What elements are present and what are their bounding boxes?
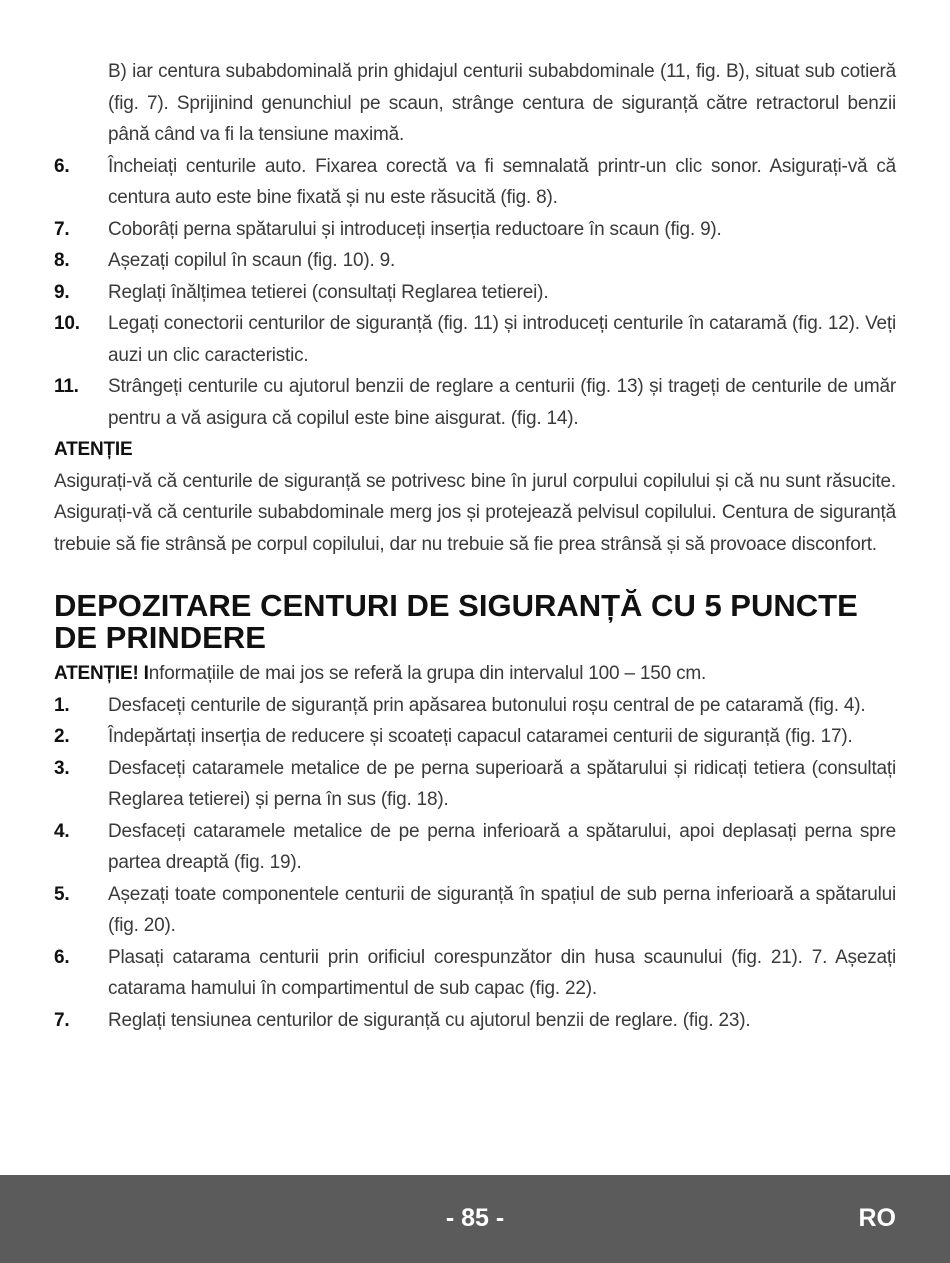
step-number: 7. [54, 218, 70, 240]
step-number: 11. [54, 376, 79, 397]
list-item [54, 245, 896, 277]
list-item [54, 214, 896, 246]
step-number: 9. [54, 281, 70, 303]
step-number: 2. [54, 726, 70, 747]
step-text: Desfaceți cataramele metalice de pe perna inferioară a spătarului, apoi deplasați perna spre partea dreaptă (fig. 19). [108, 820, 896, 873]
step-text: Așezați toate componentele centurii de siguranță în spațiul de sub perna inferioară a spătarului (fig. 20). [108, 883, 896, 936]
step-text: Plasați catarama centurii prin orificiul corespunzător din husa scaunului (fig. 21). 7. Așezați catarama hamului în compartimentul de sub capac (fig. 22). [108, 946, 896, 999]
step-text: Reglați tensiunea centurilor de siguranță cu ajutorul benzii de reglare. (fig. 23). [108, 1009, 751, 1031]
language-code: RO [858, 1204, 896, 1232]
step-number: 3. [54, 757, 70, 779]
list-item [54, 151, 896, 214]
step-text: Așezați copilul în scaun (fig. 10). 9. [108, 250, 396, 271]
step-number: 5. [54, 883, 70, 905]
step-text: Reglați înălțimea tetierei (consultați Reglarea tetierei). [108, 281, 549, 303]
step-number: 1. [54, 694, 70, 716]
list-item [54, 942, 896, 1005]
list-item [54, 690, 896, 722]
step-text: Coborâți perna spătarului și introduceți inserția reductoare în scaun (fig. 9). [108, 218, 722, 240]
step-number: 4. [54, 820, 70, 842]
page-footer [0, 1175, 950, 1263]
list-item [54, 721, 896, 753]
step-text: Desfaceți centurile de siguranță prin apăsarea butonului roșu central de pe cataramă (fig. 4). [108, 694, 866, 716]
list-item [54, 277, 896, 309]
warning-block [54, 434, 896, 560]
list-item [54, 1005, 896, 1037]
step-text: Îndepărtați inserția de reducere și scoateți capacul cataramei centurii de siguranță (fig. 17). [108, 726, 853, 747]
step-text: Strângeți centurile cu ajutorul benzii de reglare a centurii (fig. 13) și trageți de centurile de umăr pentru a vă asigura că copilul este bine aisgurat. (fig. 14). [108, 376, 896, 429]
list-item [54, 879, 896, 942]
warning-text: Asigurați-vă că centurile de siguranță se potrivesc bine în jurul corpului copilului și că nu sunt răsucite. Asigurați-vă că centurile subabdominale merg jos și protejează pelvisul copilului. Centura de siguranță trebuie să fie strânsă pe corpul copilului, dar nu trebuie să fie prea strânsă și să provoace disconfort. [54, 470, 896, 555]
list-item [54, 753, 896, 816]
section-heading: DEPOZITARE CENTURI DE SIGURANȚĂ CU 5 PUNCTE DE PRINDERE [54, 588, 858, 655]
step-text: Desfaceți cataramele metalice de pe perna superioară a spătarului și ridicați tetiera (consultați Reglarea tetierei) și perna în sus (fig. 18). [108, 757, 896, 810]
storage-steps-list [54, 690, 896, 1037]
section-note [54, 658, 896, 690]
list-item [54, 308, 896, 371]
top-steps-list [54, 151, 896, 435]
page-number: - 85 - [445, 1204, 505, 1232]
page-content [54, 56, 896, 1036]
step-number: 10. [54, 313, 80, 334]
note-label: ATENȚIE! I [54, 663, 149, 684]
list-item [54, 371, 896, 434]
step-text: Încheiați centurile auto. Fixarea corectă va fi semnalată printr-un clic sonor. Asigurați-vă că centura auto este bine fixată și nu este răsucită (fig. 8). [108, 155, 896, 208]
warning-title: ATENȚIE [54, 439, 133, 460]
list-item [54, 816, 896, 879]
step-number: 6. [54, 155, 70, 177]
step-continuation: B) iar centura subabdominală prin ghidajul centurii subabdominale (11, fig. B), situat sub cotieră (fig. 7). Sprijinind genunchiul pe scaun, strânge centura de siguranță către retractorul benzii până când va fi la tensiune maximă. [108, 61, 896, 145]
step-number: 8. [54, 250, 70, 271]
note-text: nformațiile de mai jos se referă la grupa din intervalul 100 – 150 cm. [148, 663, 707, 684]
step-number: 7. [54, 1009, 70, 1031]
step-text: Legați conectorii centurilor de siguranță (fig. 11) și introduceți centurile în cataramă (fig. 12). Veți auzi un clic caracteristic. [108, 313, 896, 366]
step-number: 6. [54, 946, 70, 968]
